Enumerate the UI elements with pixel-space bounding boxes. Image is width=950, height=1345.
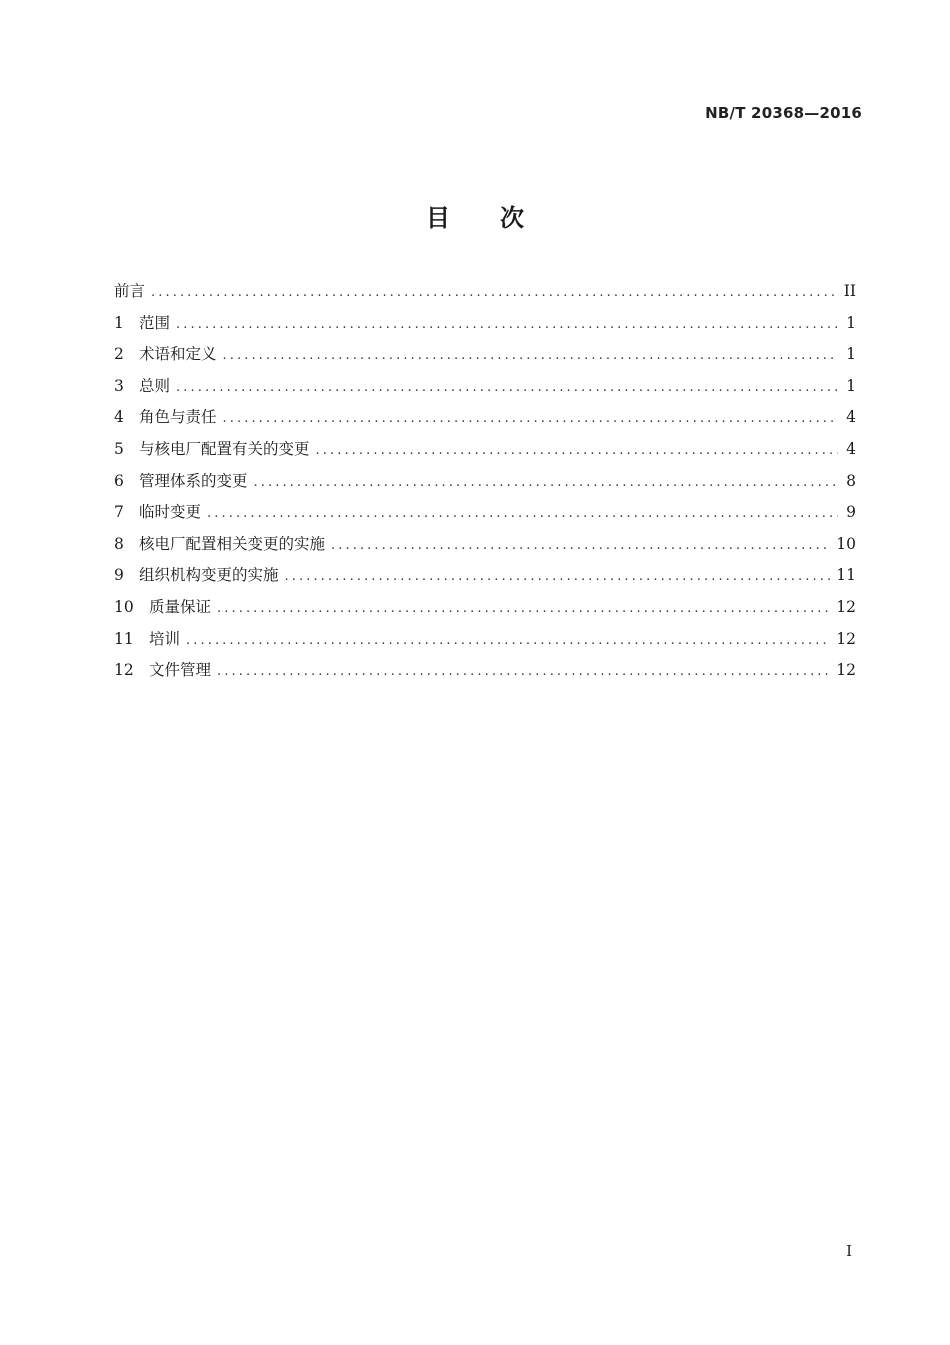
toc-entry-number: 10 [114, 597, 134, 616]
toc-entry-text: 组织机构变更的实施 [139, 566, 279, 585]
toc-entry-number: 3 [114, 376, 124, 395]
toc-entry-number: 1 [114, 313, 124, 332]
toc-dot-leader [186, 625, 830, 657]
toc-entry-9[interactable] [114, 560, 856, 592]
toc-dot-leader [223, 403, 838, 435]
toc-entry-foreword[interactable] [114, 276, 856, 308]
toc-page-number: 12 [836, 597, 856, 616]
toc-entry-number: 9 [114, 566, 124, 585]
toc-dot-leader [217, 593, 830, 625]
toc-dot-leader [316, 435, 838, 467]
toc-entry-text: 质量保证 [149, 597, 212, 616]
toc-entry-text: 总则 [139, 376, 171, 395]
toc-page-number: 11 [836, 566, 856, 585]
toc-entry-number: 8 [114, 534, 124, 553]
toc-page-number: 4 [846, 408, 856, 427]
toc-page-number: 4 [846, 439, 856, 458]
page-title: 目次 [426, 204, 574, 232]
toc-entry-text: 范围 [139, 313, 171, 332]
toc-entry-text: 前言 [114, 282, 146, 300]
toc-entry-text: 术语和定义 [139, 345, 217, 364]
toc-entry-number: 11 [114, 629, 134, 648]
toc-dot-leader [331, 530, 830, 562]
toc-entry-text: 管理体系的变更 [139, 471, 248, 490]
toc-dot-leader [176, 372, 838, 404]
toc-entry-2[interactable] [114, 339, 856, 371]
toc-entry-6[interactable] [114, 466, 856, 498]
toc-entry-text: 与核电厂配置有关的变更 [139, 439, 310, 458]
toc-entry-text: 培训 [149, 629, 181, 648]
toc-dot-leader [176, 309, 838, 341]
toc-page-number: 1 [846, 376, 856, 395]
toc-entry-number: 6 [114, 471, 124, 490]
toc-dot-leader [285, 561, 831, 593]
toc-entry-10[interactable] [114, 592, 856, 624]
toc-dot-leader [254, 467, 838, 499]
toc-entry-5[interactable] [114, 434, 856, 466]
page-number: I [846, 1242, 852, 1260]
toc-dot-leader [207, 498, 838, 530]
toc-entry-text: 核电厂配置相关变更的实施 [139, 534, 326, 553]
toc-entry-7[interactable] [114, 497, 856, 529]
toc-entry-3[interactable] [114, 371, 856, 403]
toc-page-number: 12 [836, 629, 856, 648]
toc-page-number: 1 [846, 345, 856, 364]
toc-entry-number: 7 [114, 503, 124, 522]
toc-page-number: 1 [846, 313, 856, 332]
toc-page-number: 10 [836, 534, 856, 553]
toc-page-number: 12 [836, 661, 856, 680]
toc-entry-4[interactable] [114, 402, 856, 434]
toc-page-number: 8 [846, 471, 856, 490]
standard-code: NB/T 20368—2016 [705, 104, 862, 122]
toc-entry-text: 角色与责任 [139, 408, 217, 427]
toc-entry-number: 5 [114, 439, 124, 458]
toc-entry-1[interactable] [114, 308, 856, 340]
toc-entry-number: 12 [114, 661, 134, 680]
toc-page-number: 9 [846, 503, 856, 522]
toc-dot-leader [151, 277, 838, 309]
toc-entry-12[interactable] [114, 655, 856, 687]
toc-entry-text: 文件管理 [149, 661, 212, 680]
toc-dot-leader [223, 340, 838, 372]
toc-entry-number: 2 [114, 345, 124, 364]
toc-page-number: II [843, 282, 856, 300]
toc-entry-11[interactable] [114, 624, 856, 656]
toc-entry-text: 临时变更 [139, 503, 202, 522]
toc-entry-number: 4 [114, 408, 124, 427]
toc-dot-leader [217, 656, 830, 688]
table-of-contents [114, 276, 856, 687]
toc-entry-8[interactable] [114, 529, 856, 561]
